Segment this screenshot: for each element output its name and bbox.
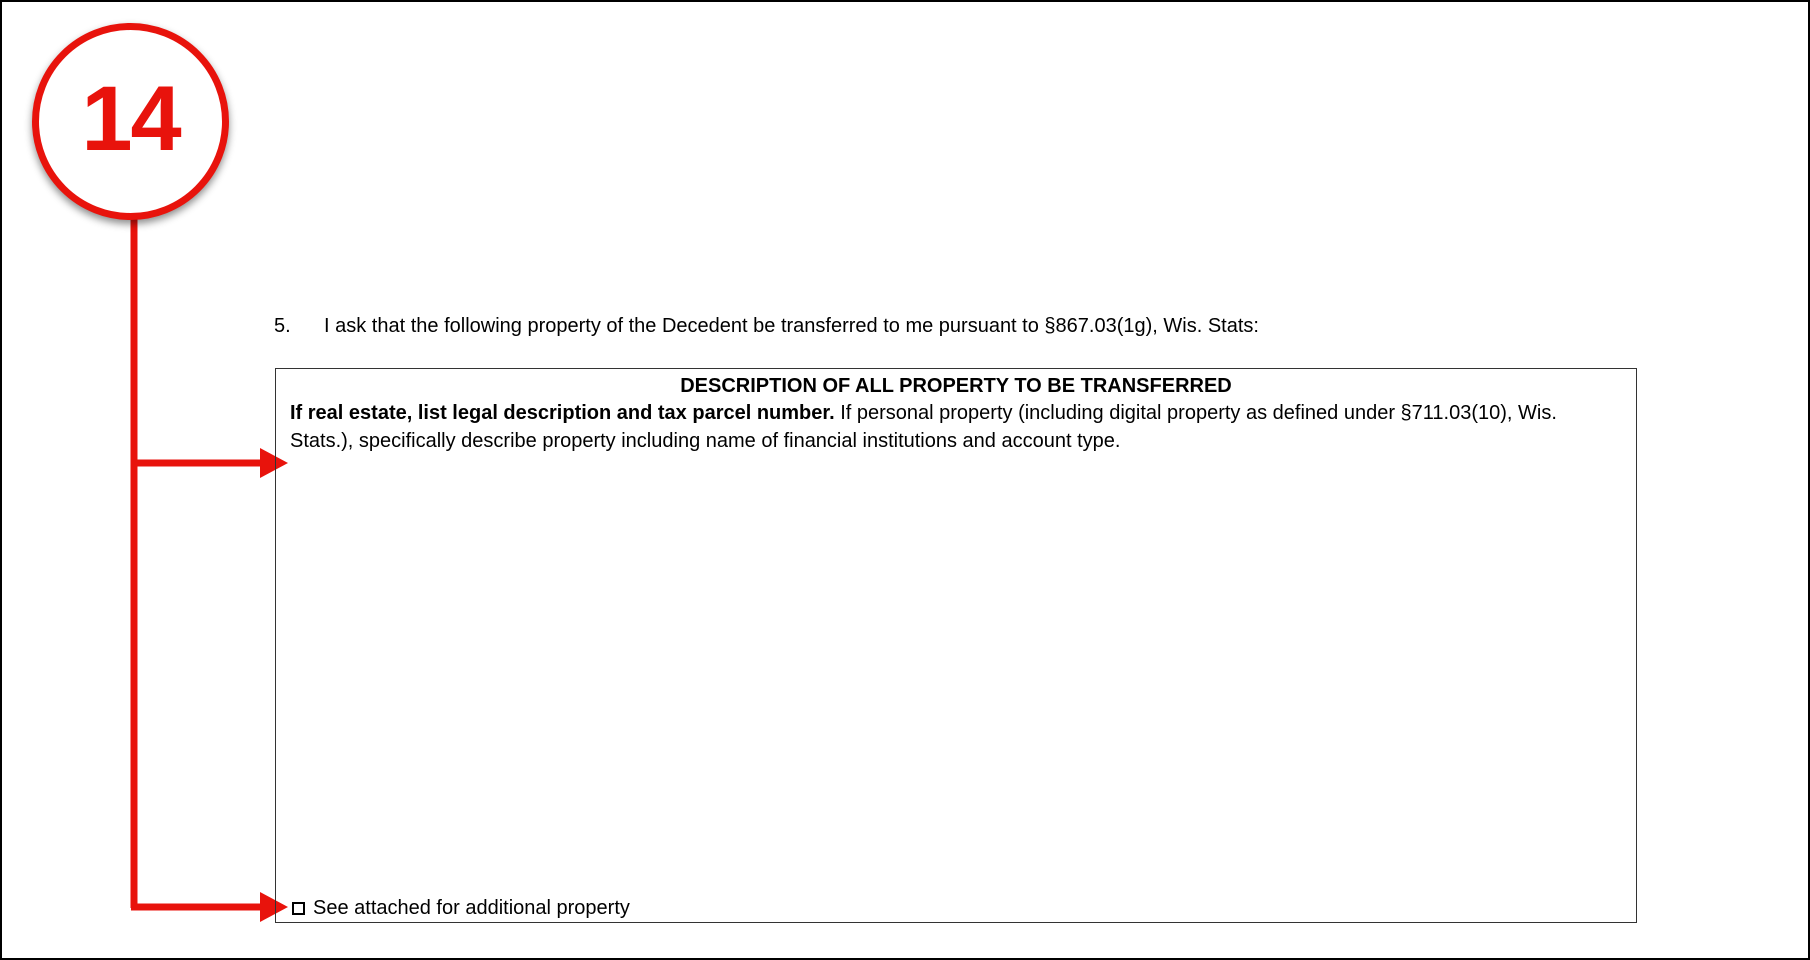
item-text: I ask that the following property of the Decedent be transferred to me pursuant to §867.03(1g), Wis. Stats: (324, 315, 1259, 337)
property-description-box[interactable] (275, 368, 1637, 923)
item-5-paragraph (274, 314, 1259, 338)
item-number: 5. (274, 315, 291, 337)
attachment-checkbox-label: See attached for additional property (313, 897, 630, 919)
attachment-checkbox-row[interactable] (292, 895, 630, 921)
instruction-text: If personal property (including digital property as defined under §711.03(10), Wis. Stats.), specifically describe property including name of financial institutions and account type. (290, 402, 1557, 452)
property-box-instructions (290, 399, 1596, 455)
instruction-bold-text: If real estate, list legal description and tax parcel number. (290, 402, 835, 424)
callout-number: 14 (81, 67, 180, 170)
callout-badge (32, 23, 229, 220)
attachment-checkbox[interactable] (292, 902, 305, 915)
property-box-heading: DESCRIPTION OF ALL PROPERTY TO BE TRANSFERRED (680, 375, 1232, 397)
